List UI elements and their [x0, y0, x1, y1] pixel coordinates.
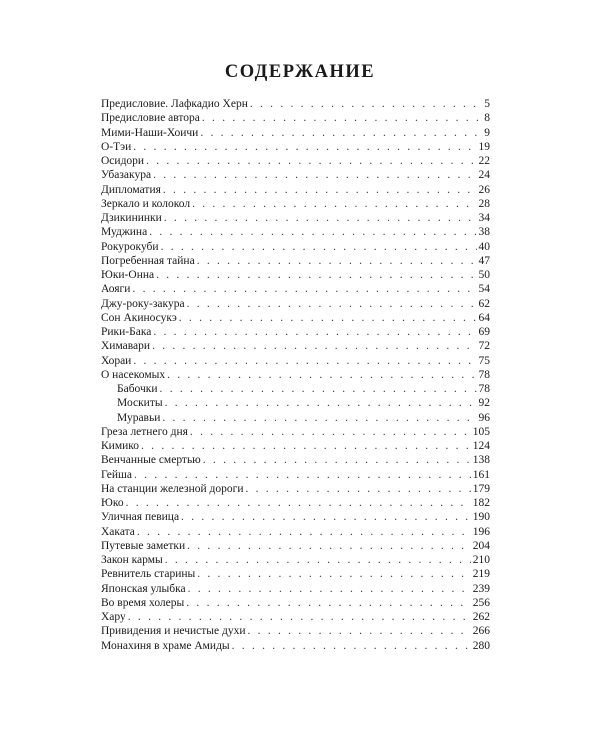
dot-leader — [202, 111, 482, 125]
toc-entry-page-number: 78 — [478, 368, 490, 381]
toc-entry — [101, 240, 490, 254]
toc-entry-title: Ревнитель старины — [101, 568, 196, 581]
toc-entry — [101, 596, 490, 610]
toc-entry-page-number: 182 — [472, 497, 490, 509]
toc-entry-title: Японская улыбка — [101, 582, 186, 595]
dot-leader — [163, 183, 477, 197]
toc-entry-page-number: 50 — [478, 269, 490, 281]
toc-entry-title: Уличная певица — [101, 511, 180, 524]
toc-entry-page-number: 105 — [472, 425, 490, 438]
toc-entry-page-number: 262 — [472, 611, 490, 623]
toc-entry — [101, 97, 490, 111]
dot-leader — [137, 525, 471, 539]
toc-entry-title: Венчанные смертью — [101, 454, 201, 467]
toc-entry-title: Монахиня в храме Амиды — [101, 639, 230, 652]
toc-entry — [101, 468, 490, 482]
dot-leader — [197, 254, 477, 268]
toc-entry — [101, 453, 490, 467]
dot-leader — [165, 553, 471, 567]
table-of-contents — [101, 97, 490, 653]
toc-entry-title: О насекомых — [101, 368, 166, 381]
toc-entry-title: Предисловие автора — [101, 112, 200, 125]
toc-entry-title: Москиты — [117, 397, 163, 410]
toc-entry-title: Дипломатия — [101, 183, 161, 196]
toc-entry-title: Рокурокуби — [101, 240, 159, 253]
toc-entry-title: Хораи — [101, 354, 132, 367]
toc-entry-title: Юко — [101, 497, 124, 509]
dot-leader — [203, 453, 471, 467]
toc-entry-page-number: 47 — [478, 254, 490, 267]
toc-entry-page-number: 38 — [478, 226, 490, 239]
toc-entry-page-number: 210 — [472, 554, 490, 566]
dot-leader — [187, 539, 471, 553]
toc-entry-title: О-Тэи — [101, 140, 132, 153]
dot-leader — [153, 168, 476, 182]
toc-entry-title: Юки-Онна — [101, 269, 155, 281]
toc-entry-page-number: 19 — [478, 140, 490, 153]
toc-entry-title: Закон кармы — [101, 554, 163, 566]
toc-entry-page-number: 239 — [472, 582, 490, 595]
toc-entry-title: На станции железной дороги — [101, 482, 244, 495]
dot-leader — [250, 97, 482, 111]
toc-entry-page-number: 64 — [478, 311, 490, 324]
dot-leader — [248, 624, 471, 638]
toc-entry — [101, 126, 490, 140]
toc-entry — [101, 425, 490, 439]
toc-entry-title: Греза летнего дня — [101, 425, 188, 438]
toc-entry-title: Рики-Бака — [101, 326, 152, 338]
toc-entry-page-number: 72 — [478, 340, 490, 353]
toc-entry-page-number: 34 — [478, 212, 490, 224]
toc-entry — [101, 482, 490, 496]
toc-entry — [101, 553, 490, 567]
toc-entry — [101, 268, 490, 282]
toc-entry-page-number: 92 — [478, 397, 490, 410]
toc-entry-title: Привидения и нечистые духи — [101, 625, 246, 638]
toc-entry-page-number: 22 — [478, 155, 490, 167]
toc-entry-page-number: 69 — [478, 326, 490, 338]
toc-entry-page-number: 256 — [472, 596, 490, 609]
dot-leader — [146, 154, 476, 168]
toc-entry — [101, 368, 490, 382]
toc-entry — [101, 254, 490, 268]
dot-leader — [179, 311, 477, 325]
toc-entry-title: Хаката — [101, 525, 135, 538]
toc-entry-page-number: 62 — [478, 297, 490, 310]
dot-leader — [141, 439, 471, 453]
toc-entry-page-number: 78 — [478, 383, 490, 395]
toc-entry-title: Хару — [101, 611, 126, 623]
toc-entry-page-number: 179 — [472, 482, 490, 495]
dot-leader — [162, 411, 476, 425]
dot-leader — [167, 368, 476, 382]
dot-leader — [165, 396, 477, 410]
dot-leader — [190, 425, 471, 439]
toc-entry-title: Муджина — [101, 226, 148, 239]
toc-entry — [101, 354, 490, 368]
toc-entry-page-number: 54 — [478, 283, 490, 296]
dot-leader — [132, 282, 476, 296]
toc-entry — [101, 225, 490, 239]
toc-entry-title: Сон Акиносукэ — [101, 311, 177, 324]
toc-entry — [101, 211, 490, 225]
toc-entry — [101, 311, 490, 325]
toc-entry — [101, 539, 490, 553]
toc-entry-page-number: 266 — [472, 625, 490, 638]
dot-leader — [187, 297, 477, 311]
dot-leader — [188, 582, 471, 596]
toc-entry-page-number: 124 — [472, 440, 490, 452]
toc-entry-page-number: 96 — [478, 411, 490, 424]
toc-entry-page-number: 204 — [472, 539, 490, 552]
toc-entry-page-number: 75 — [478, 354, 490, 367]
toc-subentry — [101, 411, 490, 425]
toc-entry — [101, 168, 490, 182]
toc-entry-title: Гейша — [101, 468, 132, 481]
toc-entry-title: Мими-Наши-Хоичи — [101, 126, 199, 139]
toc-entry-page-number: 5 — [484, 98, 490, 110]
toc-entry — [101, 111, 490, 125]
toc-entry — [101, 197, 490, 211]
toc-entry-page-number: 190 — [472, 511, 490, 524]
dot-leader — [152, 339, 476, 353]
toc-entry-title: Аояги — [101, 283, 131, 296]
toc-entry — [101, 325, 490, 339]
toc-entry — [101, 510, 490, 524]
toc-entry-title: Кимико — [101, 440, 140, 452]
dot-leader — [156, 268, 476, 282]
dot-leader — [192, 197, 476, 211]
dot-leader — [186, 596, 470, 610]
dot-leader — [197, 567, 471, 581]
toc-entry-page-number: 26 — [478, 183, 490, 196]
toc-entry-title: Химавари — [101, 340, 151, 353]
toc-subentry — [101, 396, 490, 410]
toc-entry — [101, 439, 490, 453]
dot-leader — [134, 468, 471, 482]
toc-entry-page-number: 24 — [478, 169, 490, 182]
toc-entry — [101, 610, 490, 624]
toc-entry-title: Муравьи — [117, 411, 161, 424]
toc-entry-page-number: 8 — [484, 112, 490, 125]
toc-entry — [101, 282, 490, 296]
toc-entry — [101, 140, 490, 154]
toc-entry — [101, 639, 490, 653]
toc-entry-page-number: 40 — [478, 240, 490, 253]
toc-entry-title: Зеркало и колокол — [101, 197, 191, 210]
dot-leader — [245, 482, 470, 496]
toc-entry-title: Убазакура — [101, 169, 152, 182]
toc-entry — [101, 567, 490, 581]
toc-entry — [101, 154, 490, 168]
toc-entry-title: Дзикининки — [101, 212, 162, 224]
toc-entry-title: Бабочки — [117, 383, 158, 395]
toc-entry — [101, 624, 490, 638]
toc-entry — [101, 525, 490, 539]
toc-entry-title: Джу-року-закура — [101, 297, 185, 310]
dot-leader — [126, 496, 471, 510]
dot-leader — [160, 382, 477, 396]
toc-entry-title: Путевые заметки — [101, 539, 186, 552]
page-title: СОДЕРЖАНИЕ — [224, 62, 376, 82]
toc-entry — [101, 297, 490, 311]
toc-entry — [101, 582, 490, 596]
toc-entry-title: Во время холеры — [101, 596, 185, 609]
toc-entry-page-number: 280 — [472, 639, 490, 652]
dot-leader — [128, 610, 471, 624]
toc-entry-page-number: 9 — [484, 126, 490, 139]
toc-entry — [101, 183, 490, 197]
dot-leader — [133, 140, 476, 154]
toc-entry-page-number: 219 — [472, 568, 490, 581]
toc-entry-title: Осидори — [101, 155, 145, 167]
dot-leader — [181, 510, 471, 524]
dot-leader — [153, 325, 476, 339]
toc-entry-title: Погребенная тайна — [101, 254, 195, 267]
toc-entry-page-number: 196 — [472, 525, 490, 538]
toc-entry-page-number: 28 — [478, 197, 490, 210]
dot-leader — [161, 240, 477, 254]
toc-entry-title: Предисловие. Лафкадио Херн — [101, 98, 248, 110]
dot-leader — [149, 225, 476, 239]
dot-leader — [164, 211, 477, 225]
dot-leader — [200, 126, 482, 140]
toc-subentry — [101, 382, 490, 396]
toc-entry-page-number: 161 — [472, 468, 490, 481]
toc-entry — [101, 339, 490, 353]
toc-entry — [101, 496, 490, 510]
toc-entry-page-number: 138 — [472, 454, 490, 467]
dot-leader — [232, 639, 471, 653]
dot-leader — [133, 354, 476, 368]
